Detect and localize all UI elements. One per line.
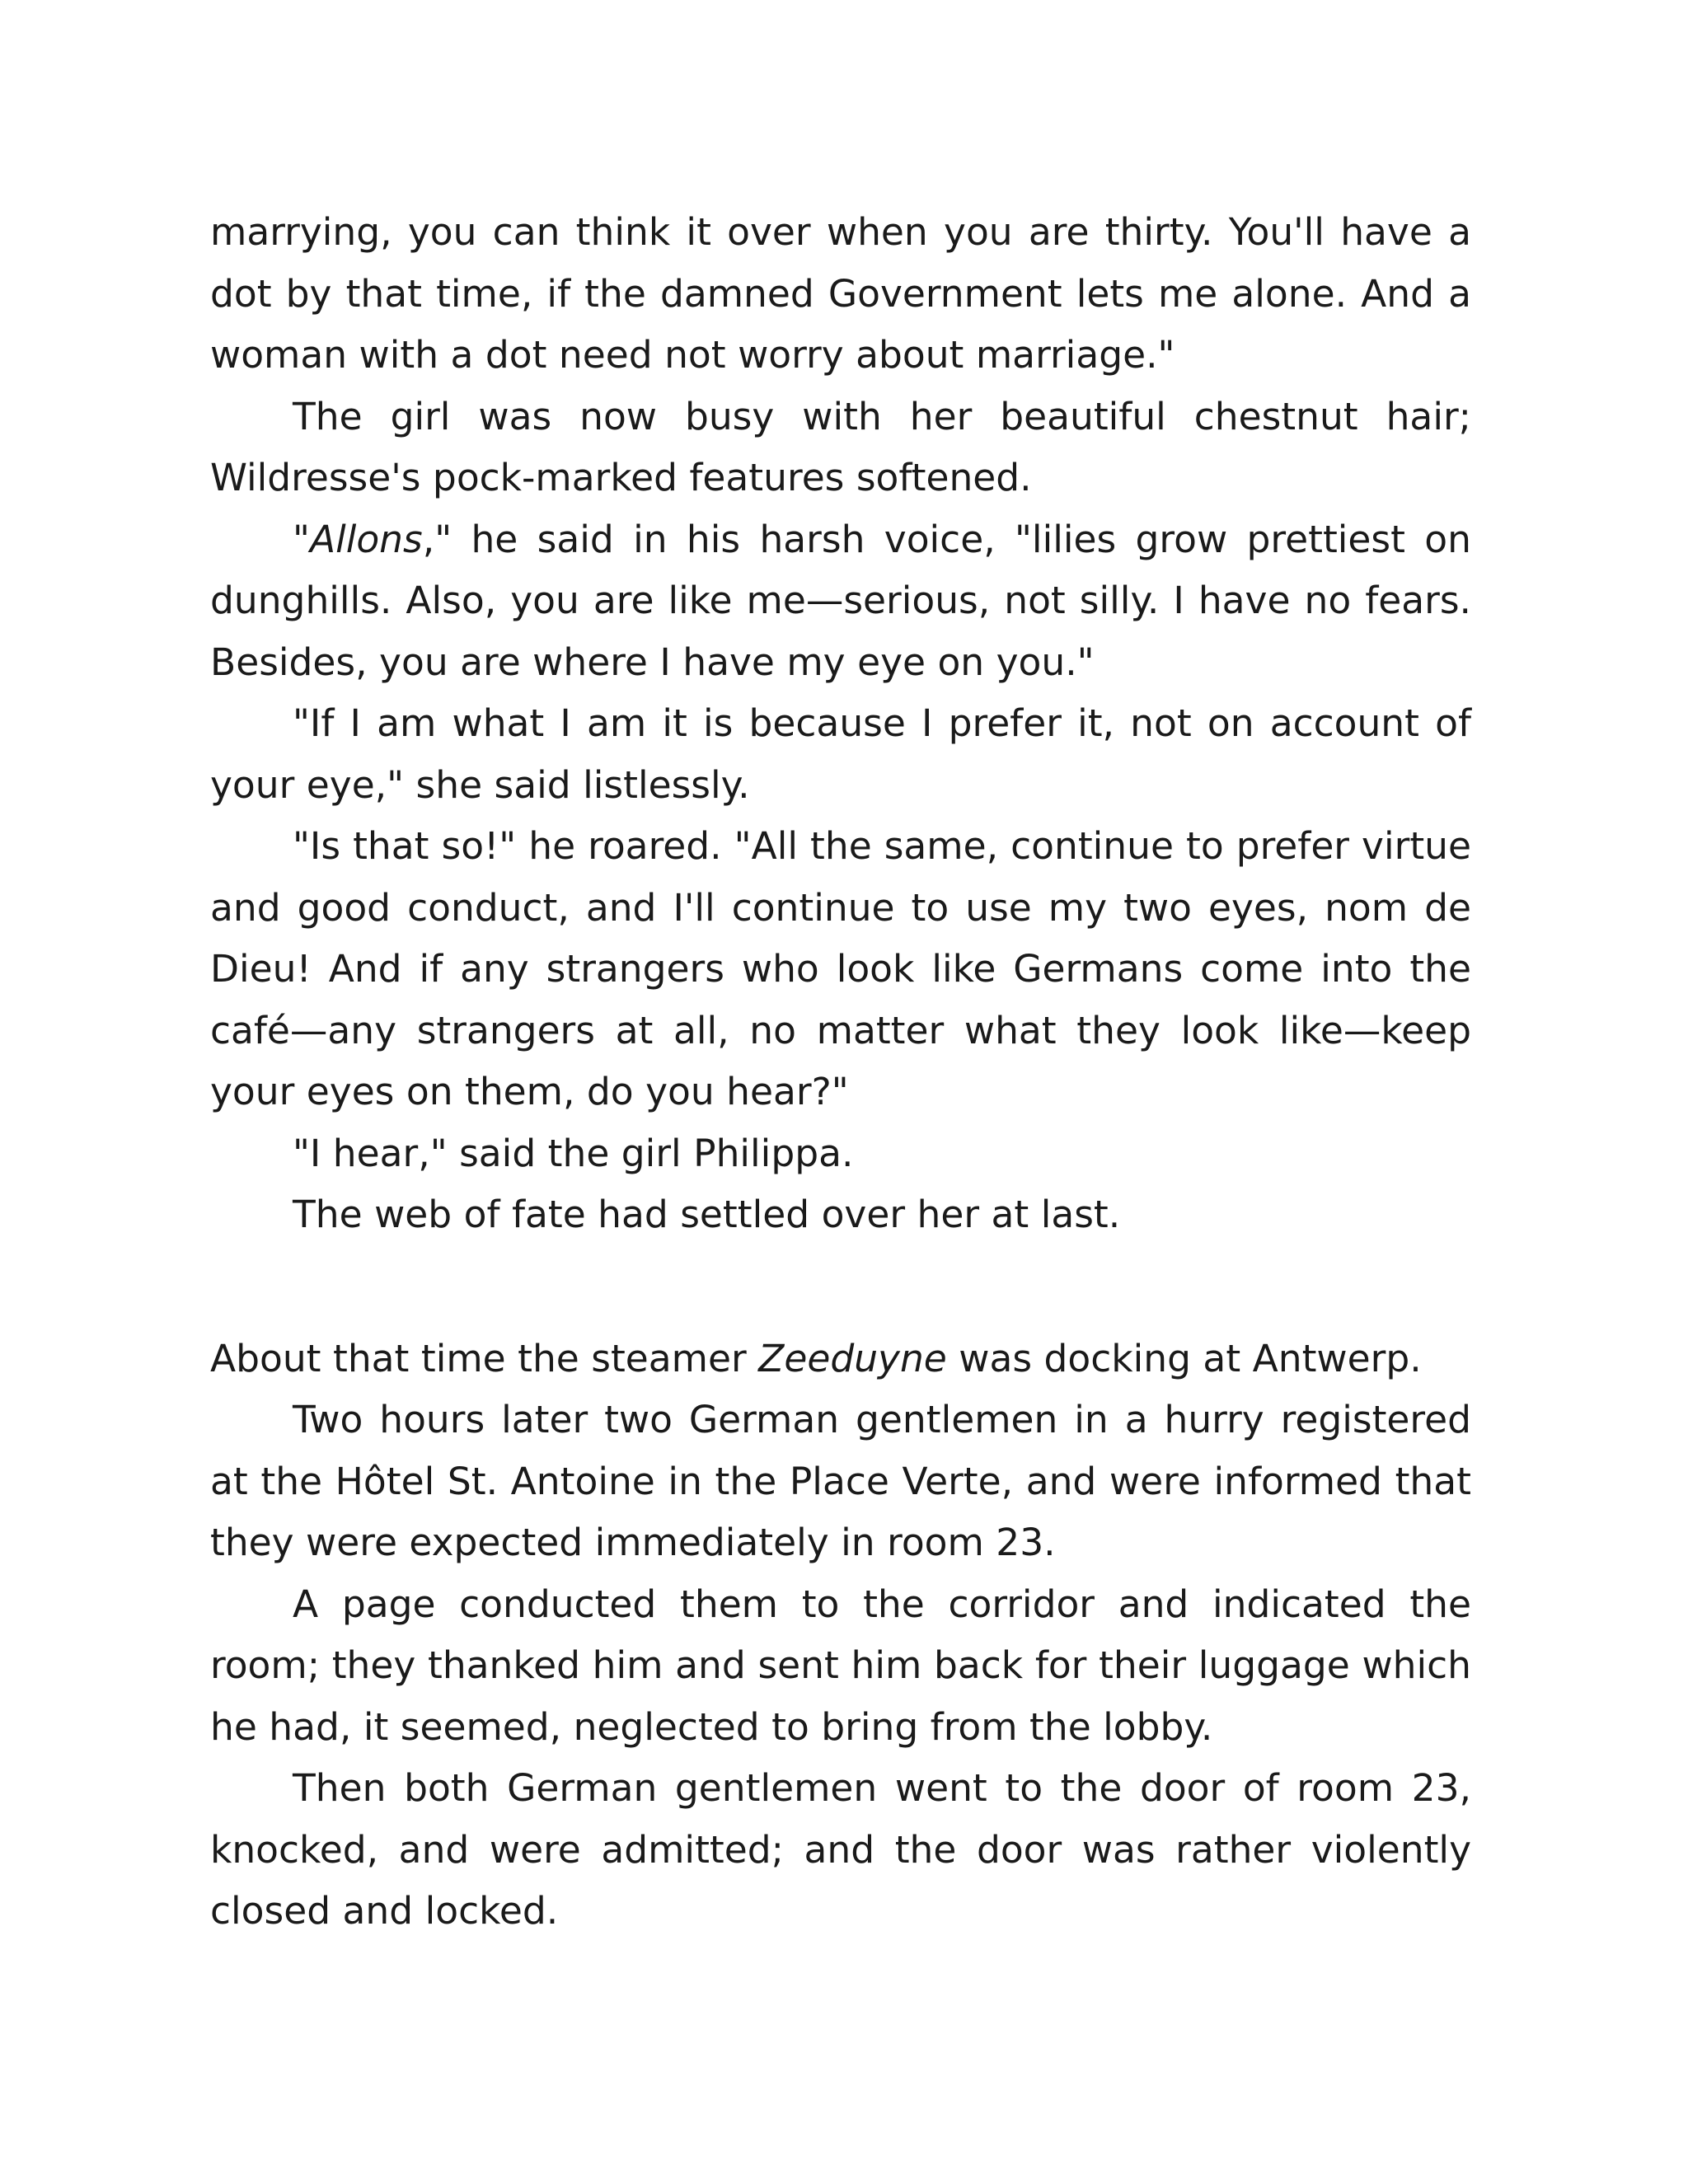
paragraph-chestnut-hair: The girl was now busy with her beautiful chestnut hair; Wildresse's pock-marked features softened. — [210, 394, 1471, 499]
paragraph-zeeduyne-before: About that time the steamer — [210, 1336, 759, 1380]
paragraph-i-hear: "I hear," said the girl Philippa. — [293, 1131, 854, 1175]
paragraph-two-hours-later: Two hours later two German gentlemen in a hurry registered at the Hôtel St. Antoine in the Place Verte, and were informed that they were expected immediately in room 23. — [210, 1398, 1471, 1564]
paragraph-page-conducted: A page conducted them to the corridor and indicated the room; they thanked him and sent him back for their luggage which he had, it seemed, neglected to bring from the lobby. — [210, 1582, 1471, 1749]
section-break — [210, 1246, 1471, 1329]
paragraph-zeeduyne — [210, 1329, 1471, 1390]
open-quote: " — [293, 517, 310, 561]
italic-allons: Allons — [309, 517, 423, 561]
paragraph-zeeduyne-after: was docking at Antwerp. — [946, 1336, 1422, 1380]
paragraph-allons — [210, 509, 1471, 694]
paragraph-door-locked: Then both German gentlemen went to the door of room 23, knocked, and were admitted; and the door was rather violently closed and locked. — [210, 1766, 1471, 1933]
paragraph-continuation: marrying, you can think it over when you are thirty. You'll have a dot by that time, if the damned Government lets me alone. And a woman with a dot need not worry about marriage." — [210, 210, 1471, 377]
book-page — [210, 202, 1471, 1943]
paragraph-listlessly: "If I am what I am it is because I prefer it, not on account of your eye," she said listlessly. — [210, 701, 1471, 807]
paragraph-roared: "Is that so!" he roared. "All the same, continue to prefer virtue and good conduct, and I'll continue to use my two eyes, nom de Dieu! And if any strangers who look like Germans come into the café—any strangers at all, no matter what they look like—keep your eyes on them, do you hear?" — [210, 824, 1471, 1113]
paragraph-allons-rest: ," he said in his harsh voice, "lilies grow prettiest on dunghills. Also, you are like me—serious, not silly. I have no fears. Besides, you are where I have my eye on you." — [210, 517, 1471, 684]
paragraph-web-of-fate: The web of fate had settled over her at last. — [293, 1193, 1121, 1236]
italic-zeeduyne: Zeeduyne — [758, 1336, 947, 1380]
